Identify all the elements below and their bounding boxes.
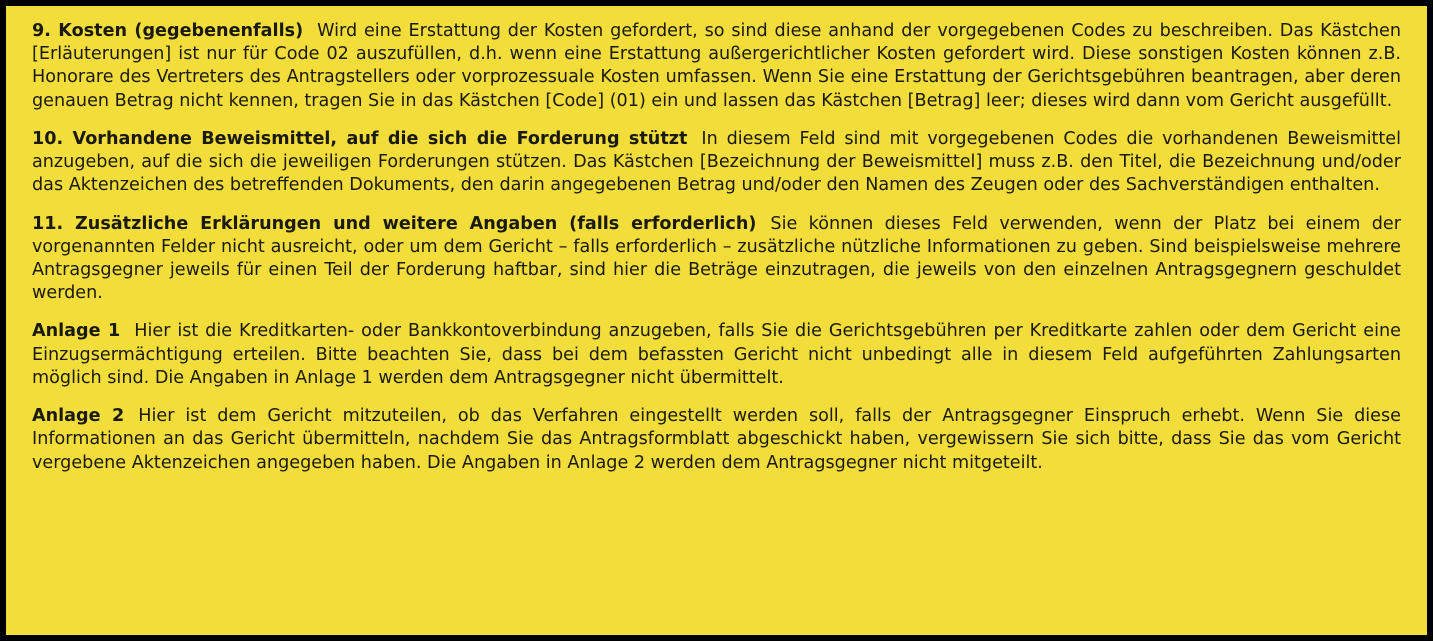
document-content [6,6,1427,635]
section-paragraph [32,320,1401,390]
section-body: Wird eine Erstattung der Kosten gefordert, so sind diese anhand der vorgegebenen Codes zu beschreiben. Das Kästchen [Erläuterungen] ist nur für Code 02 auszufüllen, d.h. wenn eine Erstattung außergerichtlicher Kosten gefordert wird. Diese sonstigen Kosten können z.B. Honorare des Vertreters des Antragstellers oder vorprozessuale Kosten umfassen. Wenn Sie eine Erstattung der Gerichtsgebühren beantragen, aber deren genauen Betrag nicht kennen, tragen Sie in das Kästchen [Code] (01) ein und lassen das Kästchen [Betrag] leer; dieses wird dann vom Gericht ausgefüllt. [32,21,1401,111]
section-heading: Anlage 1 [32,321,121,342]
section-body: Sie können dieses Feld verwenden, wenn der Platz bei einem der vorgenannten Felder nicht ausreicht, oder um dem Gericht – falls erforderlich – zusätzliche nützliche Informationen zu geben. Sind beispielsweise mehrere Antragsgegner jeweils für einen Teil der Forderung haftbar, sind hier die Beträge einzutragen, die jeweils von den einzelnen Antragsgegnern geschuldet werden. [32,213,1401,304]
section-heading: Anlage 2 [32,406,125,427]
section-heading: 11. Zusätzliche Erklärungen und weitere Angaben (falls erforderlich) [32,213,757,234]
section-body: In diesem Feld sind mit vorgegebenen Codes die vorhandenen Beweismittel anzugeben, auf die sich die jeweiligen Forderungen stützen. Das Kästchen [Bezeichnung der Beweismittel] muss z.B. den Titel, die Bezeichnung und/oder das Aktenzeichen des betreffenden Dokuments, den darin angegebenen Betrag und/oder den Namen des Zeugen oder des Sachverständigen enthalten. [32,128,1401,196]
section-heading: 9. Kosten (gegebenenfalls) [32,21,304,41]
section-heading: 10. Vorhandene Beweismittel, auf die sich die Forderung stützt [32,128,688,149]
section-paragraph [32,128,1401,198]
section-paragraph [32,20,1401,113]
section-body: Hier ist die Kreditkarten- oder Bankkontoverbindung anzugeben, falls Sie die Gerichtsgebühren per Kreditkarte zahlen oder dem Gericht eine Einzugsermächtigung erteilen. Bitte beachten Sie, dass bei dem befassten Gericht nicht unbedingt alle in diesem Feld aufgeführten Zahlungsarten möglich sind. Die Angaben in Anlage 1 werden dem Antragsgegner nicht übermittelt. [32,321,1401,388]
section-body: Hier ist dem Gericht mitzuteilen, ob das Verfahren eingestellt werden soll, falls der Antragsgegner Einspruch erhebt. Wenn Sie diese Informationen an das Gericht übermitteln, nachdem Sie das Antragsformblatt abgeschickt haben, vergewissern Sie sich bitte, dass Sie das vom Gericht vergebene Aktenzeichen angegeben haben. Die Angaben in Anlage 2 werden dem Antragsgegner nicht mitgeteilt. [32,406,1401,473]
document-frame [3,3,1430,638]
section-paragraph [32,405,1401,475]
section-paragraph [32,213,1401,306]
